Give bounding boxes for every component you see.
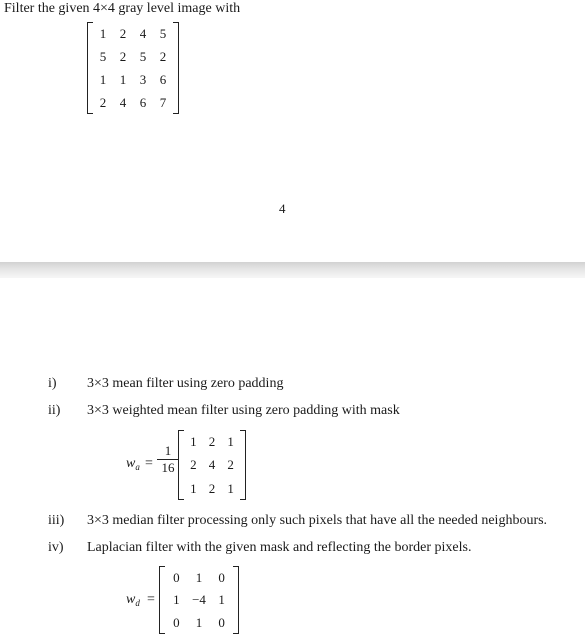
image-matrix-cell: 7: [159, 95, 167, 110]
weighted-mask-equals: =: [145, 456, 153, 471]
laplacian-mask-cell: 1: [218, 592, 225, 608]
weighted-mask-cell: 2: [208, 434, 216, 450]
laplacian-mask-subscript: d: [135, 598, 140, 608]
image-matrix-cell: 2: [159, 49, 167, 64]
weighted-mask-fraction: [157, 444, 179, 475]
image-matrix-cell: 2: [99, 95, 107, 110]
weighted-mask-symbol: w: [126, 456, 136, 471]
matrix-right-bracket: [233, 566, 239, 634]
image-matrix-cell: 1: [99, 26, 107, 41]
image-matrix-cell: 6: [159, 72, 167, 87]
laplacian-mask-cell: 1: [195, 615, 203, 631]
weighted-mask-cell: 1: [190, 480, 197, 496]
matrix-right-bracket: [173, 22, 179, 114]
weighted-mask-cell: 4: [208, 457, 216, 473]
matrix-right-bracket: [240, 430, 246, 500]
laplacian-mask-equals: =: [147, 592, 155, 607]
task-1-number: i): [48, 376, 57, 391]
laplacian-mask-cell: 0: [218, 569, 225, 585]
task-4-text: Laplacian filter with the given mask and reflecting the border pixels.: [87, 540, 472, 555]
fraction-denominator: 16: [161, 460, 175, 475]
laplacian-mask-cell: 1: [195, 569, 203, 585]
page-top-section: [0, 0, 585, 262]
image-matrix-cell: 4: [119, 95, 127, 110]
task-2-text: 3×3 weighted mean filter using zero padding with mask: [87, 403, 400, 418]
image-matrix-cell: 4: [139, 26, 147, 41]
image-matrix-grid: [93, 22, 173, 114]
weighted-mask-cell: 2: [208, 480, 216, 496]
laplacian-mask-label: [126, 592, 140, 611]
weighted-mask-cell: 2: [190, 457, 197, 473]
fraction-numerator: 1: [164, 443, 172, 458]
weighted-mask-cell: 1: [190, 434, 197, 450]
image-matrix: [87, 22, 179, 114]
weighted-mask-subscript: a: [135, 462, 140, 472]
task-4-number: iv): [48, 540, 64, 555]
weighted-mask-cell: 1: [227, 434, 234, 450]
task-2-number: ii): [48, 403, 61, 418]
task-1-text: 3×3 mean filter using zero padding: [87, 376, 284, 391]
weighted-mask-label: [126, 456, 140, 475]
laplacian-mask-grid: [165, 566, 233, 634]
weighted-mask-cell: 2: [227, 457, 234, 473]
laplacian-mask-matrix: [159, 566, 239, 634]
image-matrix-cell: 5: [99, 49, 107, 64]
laplacian-mask-cell: 0: [218, 615, 225, 631]
image-matrix-cell: 2: [119, 49, 127, 64]
laplacian-mask-cell: −4: [192, 592, 206, 608]
laplacian-mask-symbol: w: [126, 592, 136, 607]
laplacian-mask-cell: 0: [173, 615, 180, 631]
weighted-mask-grid: [184, 430, 240, 500]
problem-intro: Filter the given 4×4 gray level image with: [4, 1, 241, 16]
weighted-mask-cell: 1: [227, 480, 234, 496]
image-matrix-cell: 1: [99, 72, 107, 87]
marks-number: 4: [279, 201, 286, 216]
image-matrix-cell: 6: [139, 95, 147, 110]
laplacian-mask-cell: 0: [173, 569, 180, 585]
image-matrix-cell: 1: [119, 72, 127, 87]
laplacian-mask-cell: 1: [173, 592, 180, 608]
image-matrix-cell: 2: [119, 26, 127, 41]
task-3-number: iii): [48, 513, 65, 528]
weighted-mask-matrix: [178, 430, 246, 500]
page-divider: [0, 262, 585, 278]
image-matrix-cell: 5: [159, 26, 167, 41]
task-3-text: 3×3 median filter processing only such pixels that have all the needed neighbours.: [87, 513, 548, 528]
image-matrix-cell: 3: [139, 72, 147, 87]
page-bottom-section: [0, 278, 585, 637]
image-matrix-cell: 5: [139, 49, 147, 64]
